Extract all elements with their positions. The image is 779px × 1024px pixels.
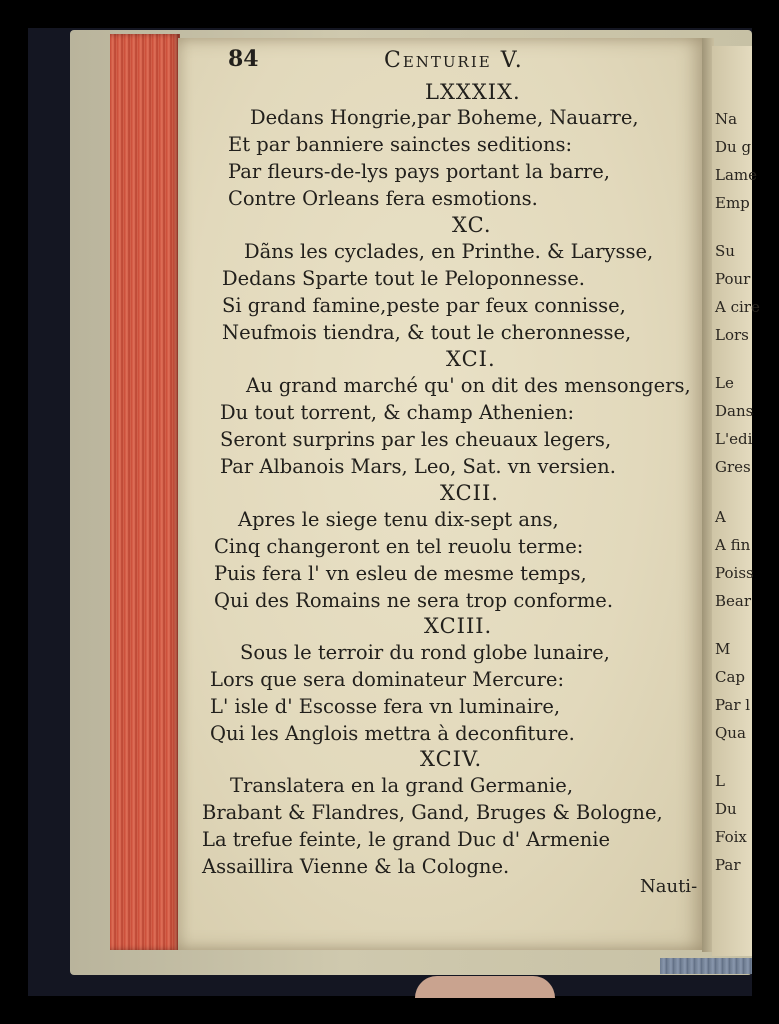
verse-line: Contre Orleans fera esmotions.	[228, 187, 538, 210]
verse-line: Neufmois tiendra, & tout le cheronnesse,	[222, 321, 632, 344]
quatrain-numeral: XCIV.	[420, 747, 483, 771]
facing-fragment: A	[715, 508, 726, 526]
quatrain-numeral: XC.	[452, 213, 492, 237]
facing-fragment: L'edi	[715, 430, 753, 448]
verse-line: Sous le terroir du rond globe lunaire,	[240, 641, 610, 664]
facing-fragment: M	[715, 640, 731, 658]
verse-line: Brabant & Flandres, Gand, Bruges & Bologne,	[202, 801, 663, 824]
facing-fragment: Par l	[715, 696, 751, 714]
facing-fragment: Emp	[715, 194, 750, 212]
verse-line: Dedans Sparte tout le Peloponnesse.	[222, 267, 585, 290]
verse-line: Et par banniere sainctes seditions:	[228, 133, 573, 156]
verse-line: Apres le siege tenu dix-sept ans,	[238, 508, 559, 531]
facing-fragment: Qua	[715, 724, 746, 742]
facing-fragment: Le	[715, 374, 734, 392]
quatrain-numeral: XCI.	[446, 347, 496, 371]
verse-line: Dãns les cyclades, en Printhe. & Larysse,	[244, 240, 654, 263]
facing-fragment: Dans	[715, 402, 754, 420]
facing-fragment: Lors	[715, 326, 749, 344]
facing-fragment: Par	[715, 856, 741, 874]
facing-fragment: A cire	[715, 298, 760, 316]
facing-fragment: Du	[715, 800, 737, 818]
verse-line: Par Albanois Mars, Leo, Sat. vn versien.	[220, 455, 616, 478]
quatrain-numeral: XCIII.	[424, 614, 493, 638]
verse-line: La trefue feinte, le grand Duc d' Armenie	[202, 828, 611, 851]
verse-line: Au grand marché qu' on dit des mensongers,	[246, 374, 691, 397]
verse-line: Puis fera l' vn esleu de mesme temps,	[214, 562, 587, 585]
verse-line: Seront surprins par les cheuaux legers,	[220, 428, 612, 451]
facing-fragment: Pour	[715, 270, 751, 288]
quatrain-numeral: XCII.	[440, 481, 499, 505]
verse-line: L' isle d' Escosse fera vn luminaire,	[210, 695, 561, 718]
verse-line: Par fleurs-de-lys pays portant la barre,	[228, 160, 610, 183]
verse-line: Du tout torrent, & champ Athenien:	[220, 401, 575, 424]
running-head: Centurie V.	[384, 48, 524, 73]
verse-line: Lors que sera dominateur Mercure:	[210, 668, 565, 691]
page-number: 84	[228, 46, 259, 72]
verse-line: Dedans Hongrie,par Boheme, Nauarre,	[250, 106, 639, 129]
facing-fragment: Cap	[715, 668, 746, 686]
verse-line: Assaillira Vienne & la Cologne.	[202, 855, 510, 878]
verse-line: Cinq changeront en tel reuolu terme:	[214, 535, 584, 558]
facing-fragment: Poiss	[715, 564, 754, 582]
facing-fragment: Foix	[715, 828, 747, 846]
verse-line: Qui les Anglois mettra à deconfiture.	[210, 722, 575, 745]
facing-fragment: Gres	[715, 458, 751, 476]
facing-fragment: A fin	[715, 536, 751, 554]
facing-fragment: L	[715, 772, 725, 790]
verse-line: Translatera en la grand Germanie,	[230, 774, 574, 797]
bookmark-strip	[660, 958, 752, 974]
red-page-edges	[110, 34, 180, 950]
verse-line: Si grand famine,peste par feux connisse,	[222, 294, 626, 317]
facing-fragment: Bear	[715, 592, 752, 610]
facing-fragment: Na	[715, 110, 738, 128]
quatrain-numeral: LXXXIX.	[425, 80, 521, 104]
verse-line: Qui des Romains ne sera trop conforme.	[214, 589, 614, 612]
facing-fragment: Lame	[715, 166, 758, 184]
facing-fragment: Du g	[715, 138, 752, 156]
holding-thumb	[415, 976, 555, 998]
facing-page	[712, 46, 760, 956]
facing-fragment: Su	[715, 242, 735, 260]
catchword: Nauti-	[640, 876, 698, 897]
